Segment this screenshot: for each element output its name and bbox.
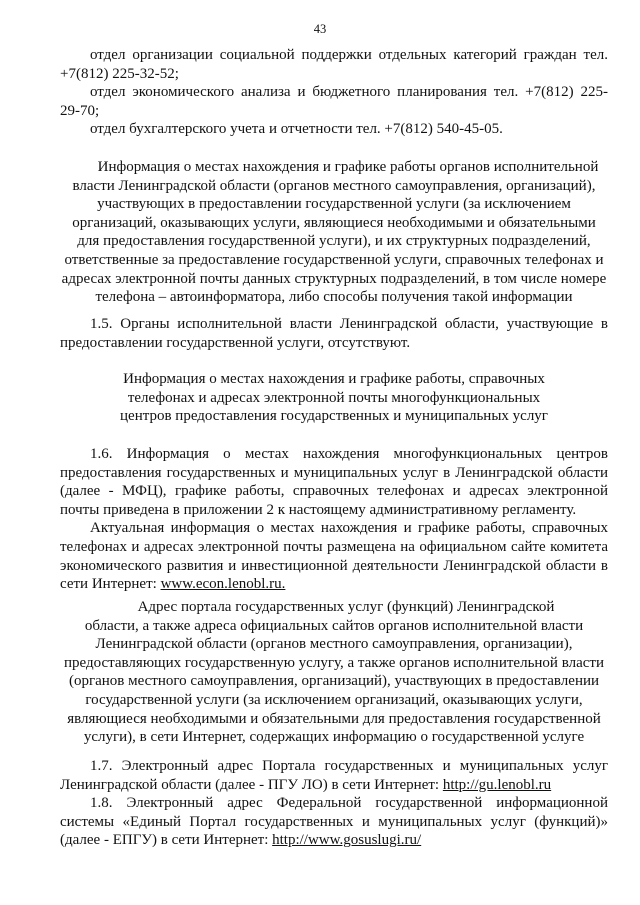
heading-line: Информация о местах нахождения и графике работы органов исполнительной [97, 159, 599, 175]
paragraph-line: предоставлении государственной услуги, отсутствуют. [60, 334, 411, 351]
paragraph-line: предоставления государственных и муниципальных услуг в Ленинградской области [60, 464, 608, 481]
paragraph-text: (далее - ЕПГУ) в сети Интернет: [60, 832, 273, 849]
contact-line: отдел организации социальной поддержки отдельных категорий граждан тел. [90, 47, 608, 63]
paragraph-line: 1.5. Органы исполнительной власти Ленинградской области, участвующие в [90, 316, 608, 332]
paragraph-text: Ленинградской области (далее - ПГУ ЛО) в сети Интернет: [60, 776, 443, 793]
paragraph-line: 1.6. Информация о местах нахождения многофункциональных центров [90, 446, 608, 462]
heading-line: Информация о местах нахождения и графике работы, справочных [123, 371, 545, 387]
contact-line: отдел экономического анализа и бюджетного планирования тел. +7(812) 225- [90, 84, 608, 101]
pgu-lo-link[interactable]: http://gu.lenobl.ru [442, 776, 552, 793]
paragraph-line: 1.8. Электронный адрес Федеральной государственной информационной [90, 795, 608, 812]
contact-line: отдел бухгалтерского учета и отчетности тел. +7(812) 540-45-05. [90, 121, 503, 138]
heading-line: участвующих в предоставлении государственной услуги (за исключением [97, 196, 571, 213]
heading-line: услуги), в сети Интернет, содержащих информацию о государственной услуге [83, 729, 585, 746]
heading-line: адресах электронной почты данных структурных подразделений, в том числе номере [61, 270, 607, 287]
section-heading-1 [60, 158, 608, 307]
epgu-link[interactable]: http://www.gosuslugi.ru/ [272, 832, 422, 849]
heading-line: Ленинградской области (органов местного самоуправления, организации), [95, 636, 573, 653]
section-heading-2 [60, 370, 608, 426]
paragraph-line: почты приведена в приложении 2 к настоящему административному регламенту. [60, 501, 577, 518]
contact-line: +7(812) 225-32-52; [60, 65, 179, 82]
heading-line: предоставляющих государственную услугу, а также органов исполнительной власти [64, 654, 604, 671]
heading-line: ответственные за предоставление государственной услуги, справочных телефонах и [64, 251, 604, 268]
section-heading-3 [60, 598, 608, 747]
paragraph-line [60, 776, 608, 795]
heading-line: организаций, оказывающих услуги, являющиеся необходимыми и обязательными [72, 214, 596, 231]
paragraph-1-6 [60, 445, 608, 594]
paragraph-line: экономического развития и инвестиционной деятельности Ленинградской области в [60, 557, 608, 574]
paragraph-line: Актуальная информация о местах нахождения и графике работы, справочных [90, 520, 608, 537]
heading-line: для предоставления государственной услуги), и их структурных подразделений, [77, 233, 591, 250]
heading-line: телефонах и адресах электронной почты многофункциональных [127, 389, 541, 406]
paragraph-line [60, 575, 608, 594]
heading-line: центров предоставления государственных и муниципальных услуг [120, 408, 548, 425]
paragraph-line: телефонах и адресах электронной почты размещена на официальном сайте комитета [60, 538, 608, 555]
heading-line: (органов местного самоуправления, организаций), участвующих в предоставлении [68, 673, 600, 690]
paragraph-text: сети Интернет: [60, 576, 161, 593]
paragraph-1-5 [60, 315, 608, 352]
econ-site-link[interactable]: www.econ.lenobl.ru. [160, 576, 286, 593]
heading-line: области, а также адреса официальных сайтов органов исполнительной власти [84, 617, 584, 634]
heading-line: являющиеся необходимыми и обязательными для предоставления государственной [67, 710, 601, 727]
paragraph-line [60, 831, 608, 850]
heading-line: власти Ленинградской области (органов местного самоуправления, организаций), [72, 177, 596, 194]
heading-line: государственной услуги (за исключением организаций, оказывающих услуги, [85, 691, 583, 708]
heading-line: Адрес портала государственных услуг (функций) Ленинградской [137, 599, 555, 615]
heading-line: телефона – автоинформатора, либо способы получения такой информации [95, 289, 573, 306]
contact-line: 29-70; [60, 102, 100, 119]
paragraph-line: системы «Единый Портал государственных и муниципальных услуг (функций)» [60, 813, 608, 830]
contacts-block [60, 46, 608, 139]
paragraph-line: (далее - МФЦ), графике работы, справочных телефонах и адресах электронной [60, 483, 608, 500]
paragraph-line: 1.7. Электронный адрес Портала государственных и муниципальных услуг [90, 758, 608, 774]
page-number: 43 [313, 22, 327, 36]
paragraph-1-7-1-8 [60, 757, 608, 850]
